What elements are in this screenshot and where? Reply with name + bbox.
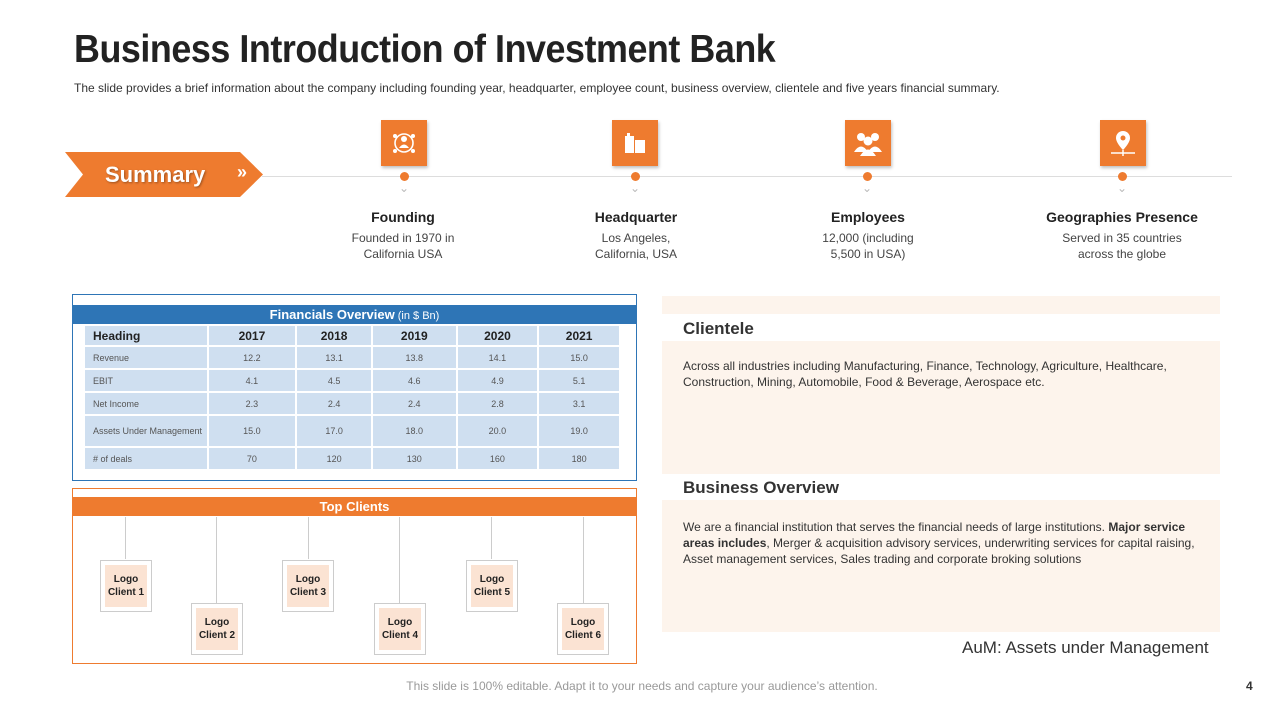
client-logo-text: Logo	[479, 574, 505, 585]
milestone-text-line: California, USA	[594, 247, 678, 261]
connector-line	[216, 517, 217, 603]
table-row	[84, 346, 620, 369]
table-cell: 18.0	[372, 415, 457, 447]
aum-note: AuM: Assets under Management	[962, 638, 1209, 657]
table-cell: 4.9	[457, 369, 539, 392]
table-cell: 15.0	[538, 346, 620, 369]
milestone-text-line: Los Angeles,	[601, 231, 671, 245]
financials-title: Financials Overview	[269, 307, 395, 322]
connector-line	[583, 517, 584, 603]
location-pin-icon	[1100, 120, 1146, 166]
table-cell: 4.6	[372, 369, 457, 392]
column-header: 2018	[296, 325, 372, 346]
table-cell: 17.0	[296, 415, 372, 447]
column-header: 2020	[457, 325, 539, 346]
table-cell: 14.1	[457, 346, 539, 369]
table-cell: 19.0	[538, 415, 620, 447]
client-name: Client 4	[381, 630, 419, 641]
milestone-text-line: Served in 35 countries	[1062, 231, 1182, 245]
double-chevron-icon: »	[237, 162, 248, 182]
column-header: 2021	[538, 325, 620, 346]
business-overview-title: Business Overview	[683, 478, 839, 497]
building-icon	[612, 120, 658, 166]
clientele-title: Clientele	[683, 319, 754, 338]
table-row	[84, 447, 620, 470]
table-cell: 5.1	[538, 369, 620, 392]
milestone-text	[293, 230, 513, 262]
timeline-dot	[1118, 172, 1127, 181]
milestone-title: Geographies Presence	[1046, 209, 1198, 225]
milestone-title: Headquarter	[594, 209, 678, 225]
table-header-row	[84, 325, 620, 346]
connector-line	[308, 517, 309, 559]
table-cell: 3.1	[538, 392, 620, 415]
financials-unit: (in $ Bn)	[394, 310, 440, 322]
timeline-dot	[863, 172, 872, 181]
overview-text-part: We are a financial institution that serves the financial needs of large institutions.	[683, 520, 1109, 534]
column-header: Heading	[84, 325, 208, 346]
timeline-dot	[631, 172, 640, 181]
summary-label: Summary	[105, 162, 206, 187]
client-name: Client 5	[473, 587, 511, 598]
milestone-title: Employees	[831, 209, 905, 225]
table-cell: 20.0	[457, 415, 539, 447]
milestone-text-line: Founded in 1970 in	[351, 231, 455, 245]
table-row	[84, 369, 620, 392]
table-cell: 120	[296, 447, 372, 470]
connector-line	[399, 517, 400, 603]
chevron-down-icon: ⌄	[629, 181, 641, 195]
client-logo-5	[466, 560, 518, 612]
header-strip	[662, 296, 1220, 314]
financials-header	[73, 305, 636, 324]
footer-text: This slide is 100% editable. Adapt it to your needs and capture your audience’s attention.	[406, 679, 878, 693]
milestone-title: Founding	[371, 209, 435, 225]
column-header: 2017	[208, 325, 297, 346]
table-cell: 2.8	[457, 392, 539, 415]
client-name: Client 6	[564, 630, 602, 641]
table-cell: 160	[457, 447, 539, 470]
milestone-text	[758, 230, 978, 262]
chevron-down-icon: ⌄	[861, 181, 873, 195]
client-logo-text: Logo	[570, 617, 596, 628]
financials-panel	[72, 294, 637, 481]
top-clients-panel	[72, 488, 637, 664]
timeline-dot	[400, 172, 409, 181]
table-cell: 4.5	[296, 369, 372, 392]
table-cell: 15.0	[208, 415, 297, 447]
table-cell: 2.3	[208, 392, 297, 415]
chevron-down-icon: ⌄	[1116, 181, 1128, 195]
summary-banner	[65, 152, 263, 197]
table-cell: 130	[372, 447, 457, 470]
business-overview-text	[683, 519, 1203, 567]
table-cell: 4.1	[208, 369, 297, 392]
overview-text-part: , Merger & acquisition advisory services, underwriting services for capital raising, Asset management services, Sales trading and corporate broking solutions	[683, 536, 1195, 566]
team-icon	[845, 120, 891, 166]
milestone-text	[1012, 230, 1232, 262]
client-logo-2	[191, 603, 243, 655]
row-label: Assets Under Management	[84, 415, 208, 447]
table-row	[84, 392, 620, 415]
row-label: # of deals	[84, 447, 208, 470]
financials-table	[83, 324, 621, 471]
milestone-text-line: 5,500 in USA)	[830, 247, 906, 261]
top-clients-header: Top Clients	[73, 497, 636, 516]
client-logo-text: Logo	[387, 617, 413, 628]
slide-title: Business Introduction of Investment Bank	[74, 28, 776, 71]
client-logo-1	[100, 560, 152, 612]
table-cell: 13.8	[372, 346, 457, 369]
table-cell: 180	[538, 447, 620, 470]
table-cell: 13.1	[296, 346, 372, 369]
table-cell: 70	[208, 447, 297, 470]
table-cell: 2.4	[296, 392, 372, 415]
connector-line	[491, 517, 492, 559]
milestone-text	[526, 230, 746, 262]
people-network-icon	[381, 120, 427, 166]
slide-subtitle: The slide provides a brief information about the company including founding year, headquarter, employee count, business overview, clientele and five years financial summary.	[74, 81, 1000, 95]
client-logo-text: Logo	[295, 574, 321, 585]
client-logo-6	[557, 603, 609, 655]
client-name: Client 3	[289, 587, 327, 598]
client-logo-3	[282, 560, 334, 612]
chevron-down-icon: ⌄	[398, 181, 410, 195]
row-label: Net Income	[84, 392, 208, 415]
table-cell: 2.4	[372, 392, 457, 415]
client-logo-text: Logo	[113, 574, 139, 585]
column-header: 2019	[372, 325, 457, 346]
milestone-text-line: 12,000 (including	[822, 231, 914, 245]
page-number: 4	[1246, 679, 1253, 693]
client-name: Client 1	[107, 587, 145, 598]
row-label: EBIT	[84, 369, 208, 392]
overview-text-bold: Major service areas includes	[683, 520, 1186, 550]
table-cell: 12.2	[208, 346, 297, 369]
milestone-text-line: across the globe	[1077, 247, 1167, 261]
row-label: Revenue	[84, 346, 208, 369]
connector-line	[125, 517, 126, 559]
clientele-text: Across all industries including Manufacturing, Finance, Technology, Agriculture, Healthcare, Construction, Mining, Automobile, Food & Beverage, Aerospace etc.	[683, 359, 1167, 389]
client-logo-text: Logo	[204, 617, 230, 628]
client-logo-4	[374, 603, 426, 655]
milestone-text-line: California USA	[363, 247, 443, 261]
table-row	[84, 415, 620, 447]
client-name: Client 2	[198, 630, 236, 641]
